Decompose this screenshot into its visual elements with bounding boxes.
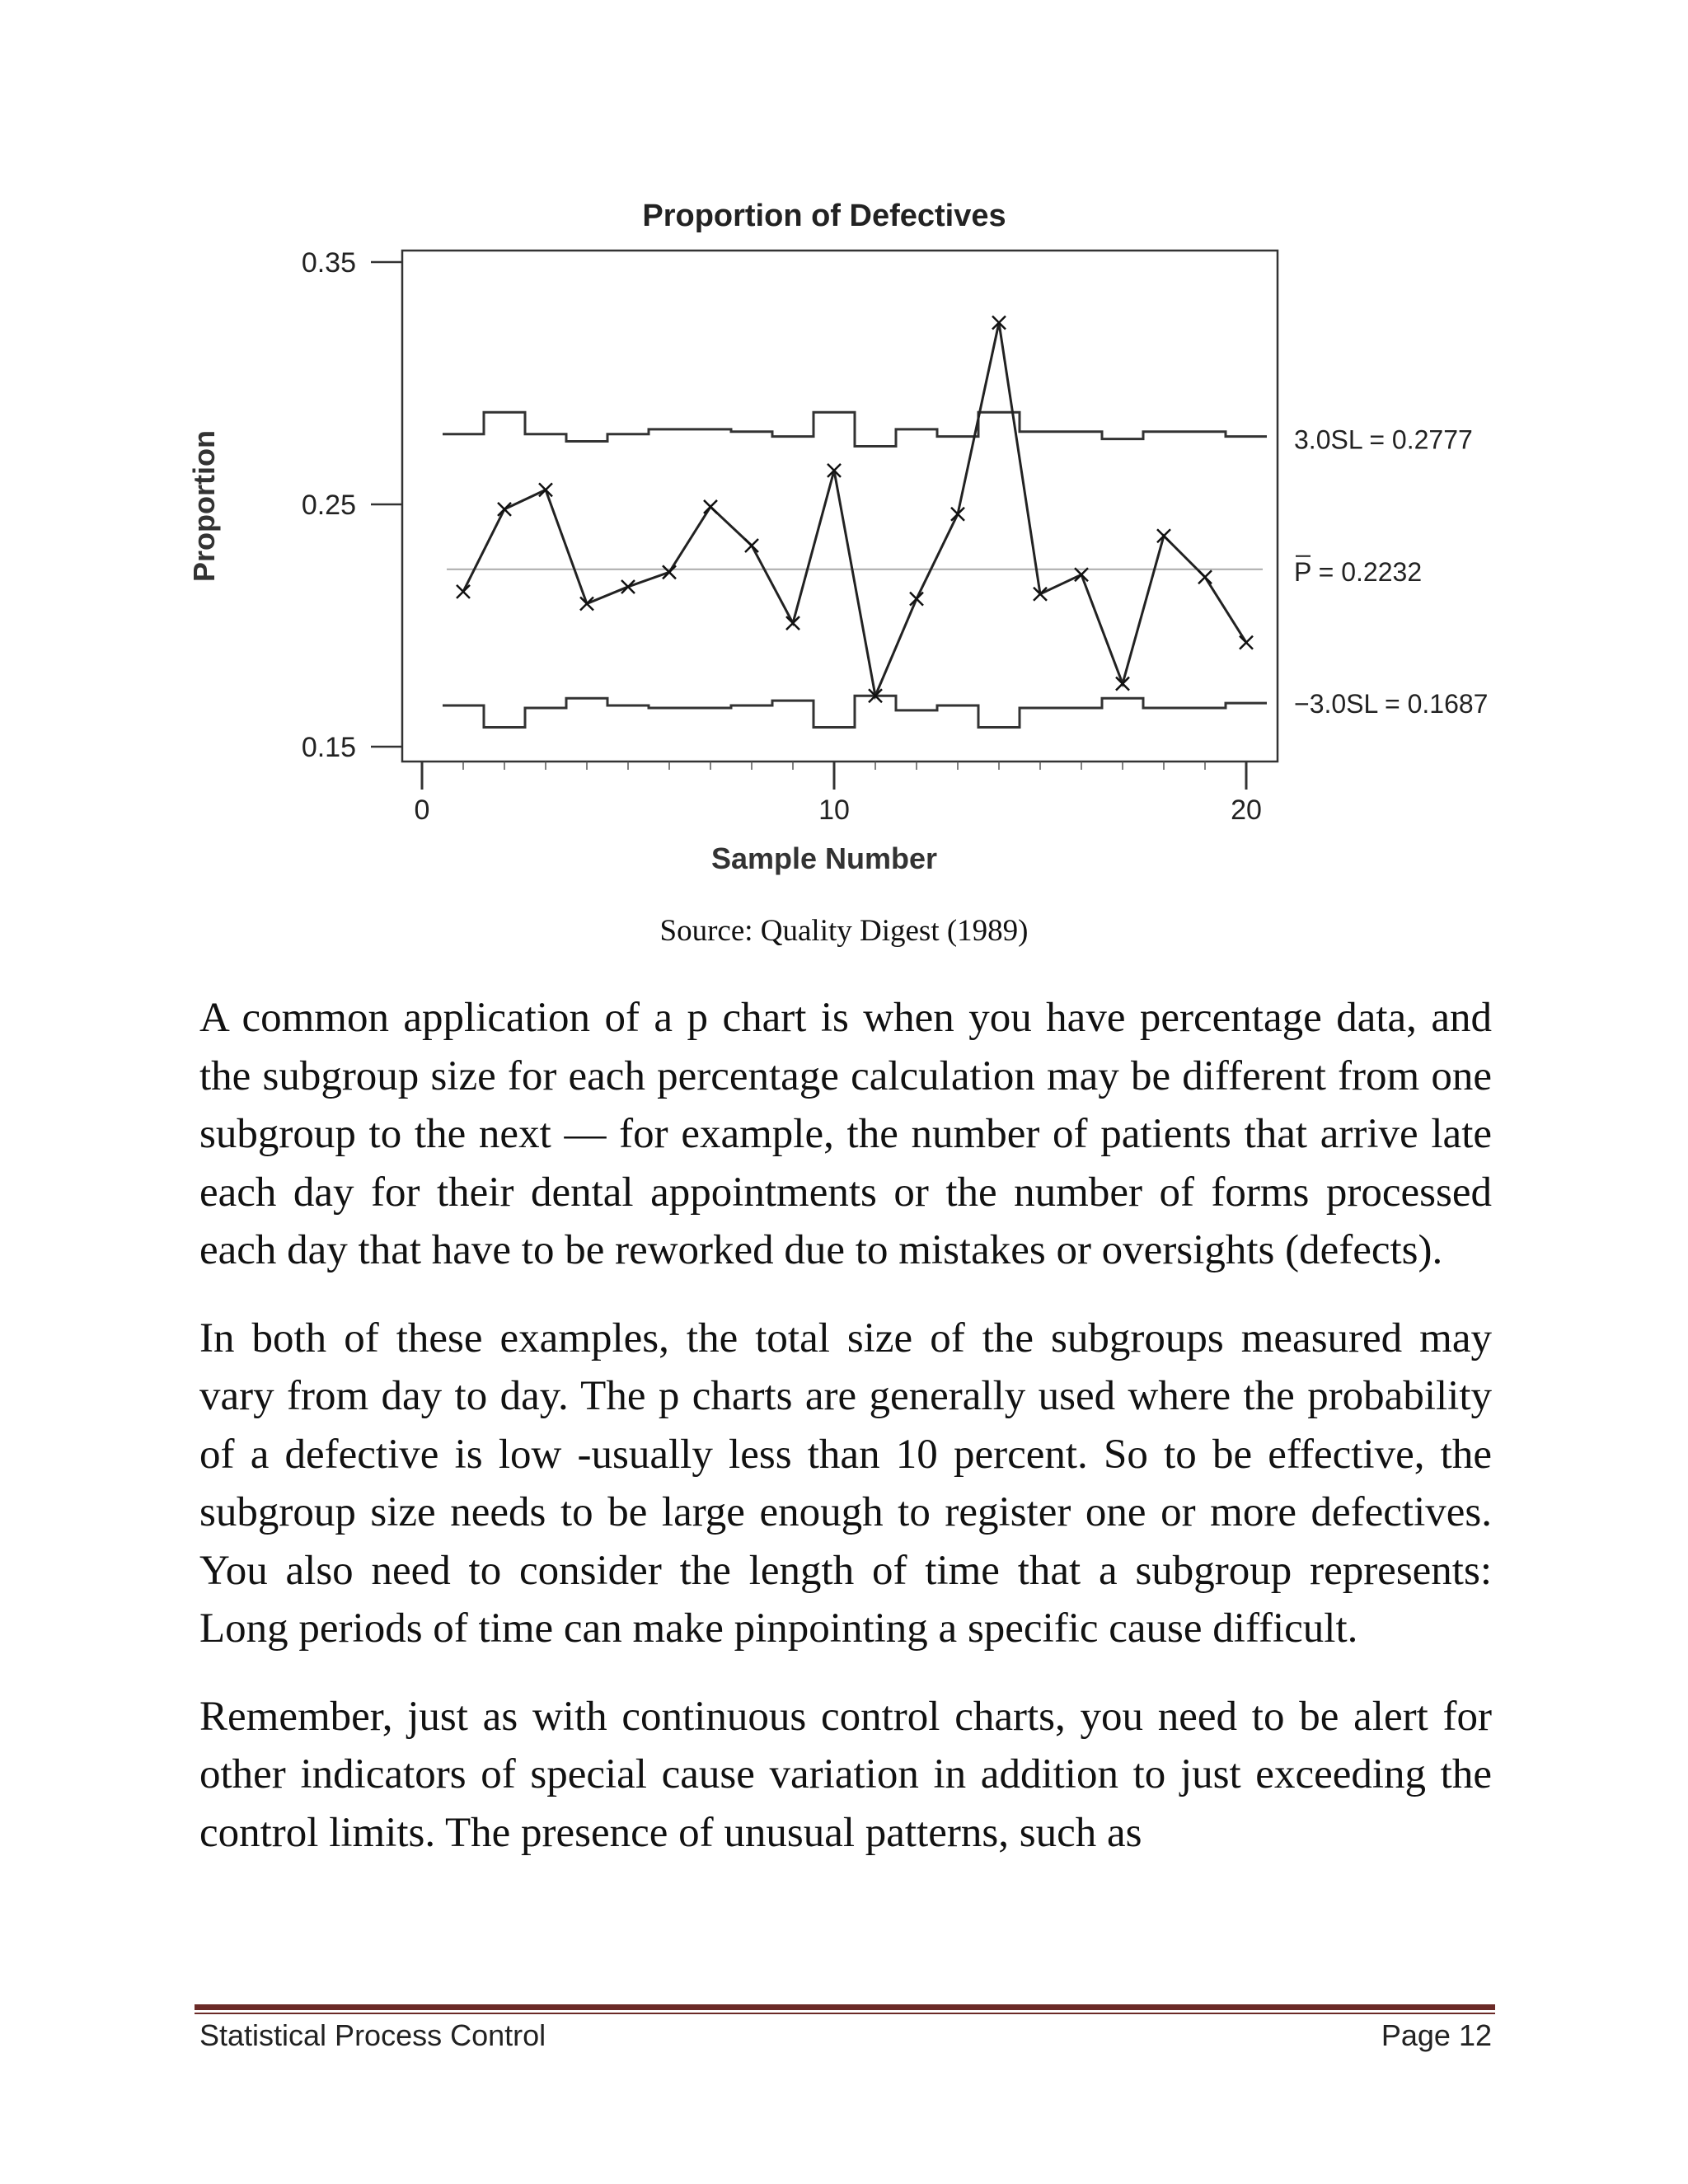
- data-point: [663, 565, 676, 579]
- y-tick-label: 0.35: [301, 247, 356, 279]
- x-axis: [415, 762, 1262, 826]
- p-chart: [0, 0, 1688, 907]
- lower-control-limit: [443, 696, 1267, 727]
- footer-rule: [195, 2004, 1495, 2010]
- x-tick-label: 10: [818, 794, 850, 826]
- paragraph-2: In both of these examples, the total size of the subgroups measured may vary from day to day. The p charts are generally used where the probability of a defective is low -usually less than 10 percent. So to be effective, the subgroup size needs to be large enough to register one or more defectives. You also need to consider the length of time that a subgroup represents: Long periods of time can make pinpointing a specific cause difficult.: [199, 1315, 1492, 1652]
- data-point: [704, 500, 717, 513]
- paragraph-3: Remember, just as with continuous control charts, you need to be alert for other indicators of special cause variation in addition to just exceeding the control limits. The presence of unusual patterns, such as: [199, 1693, 1492, 1856]
- data-point: [621, 580, 635, 593]
- body-text: [199, 989, 1492, 1891]
- upper-control-limit: [443, 412, 1267, 446]
- y-axis: [302, 247, 402, 763]
- series-line: [463, 323, 1246, 696]
- data-point: [1198, 570, 1212, 583]
- data-point: [745, 539, 758, 552]
- data-series: [457, 316, 1253, 703]
- limit-annotations: [1294, 425, 1488, 719]
- figure-source: Source: Quality Digest (1989): [659, 914, 1029, 948]
- data-point: [1116, 677, 1129, 691]
- page-number: Page 12: [1381, 2018, 1492, 2052]
- footer-title: Statistical Process Control: [199, 2018, 546, 2052]
- x-axis-label: Sample Number: [710, 841, 938, 875]
- x-tick-label: 0: [414, 794, 430, 826]
- x-tick-label: 20: [1231, 794, 1262, 826]
- center-label: P = 0.2232: [1294, 556, 1423, 587]
- y-tick-label: 0.15: [301, 732, 356, 763]
- data-point: [580, 598, 593, 611]
- y-axis-label: Proportion: [187, 430, 221, 582]
- footer-rule-thin: [195, 2013, 1495, 2014]
- data-point: [457, 585, 470, 598]
- page-footer: [199, 2018, 1492, 2054]
- paragraph-1: A common application of a p chart is when you have percentage data, and the subgroup size for each percentage calculation may be different from one subgroup to the next — for example, the number of patients that arrive late each day for their dental appointments or the number of forms processed each day that have to be reworked due to mistakes or oversights (defects).: [199, 995, 1492, 1273]
- y-tick-label: 0.25: [301, 490, 356, 521]
- data-point: [910, 593, 923, 606]
- lcl-label: −3.0SL = 0.1687: [1294, 689, 1489, 719]
- data-point: [498, 503, 511, 516]
- ucl-label: 3.0SL = 0.2777: [1294, 424, 1473, 455]
- data-point: [1157, 529, 1170, 542]
- data-point: [539, 483, 552, 496]
- chart-title: Proportion of Defectives: [642, 199, 1006, 233]
- data-point: [1240, 636, 1253, 649]
